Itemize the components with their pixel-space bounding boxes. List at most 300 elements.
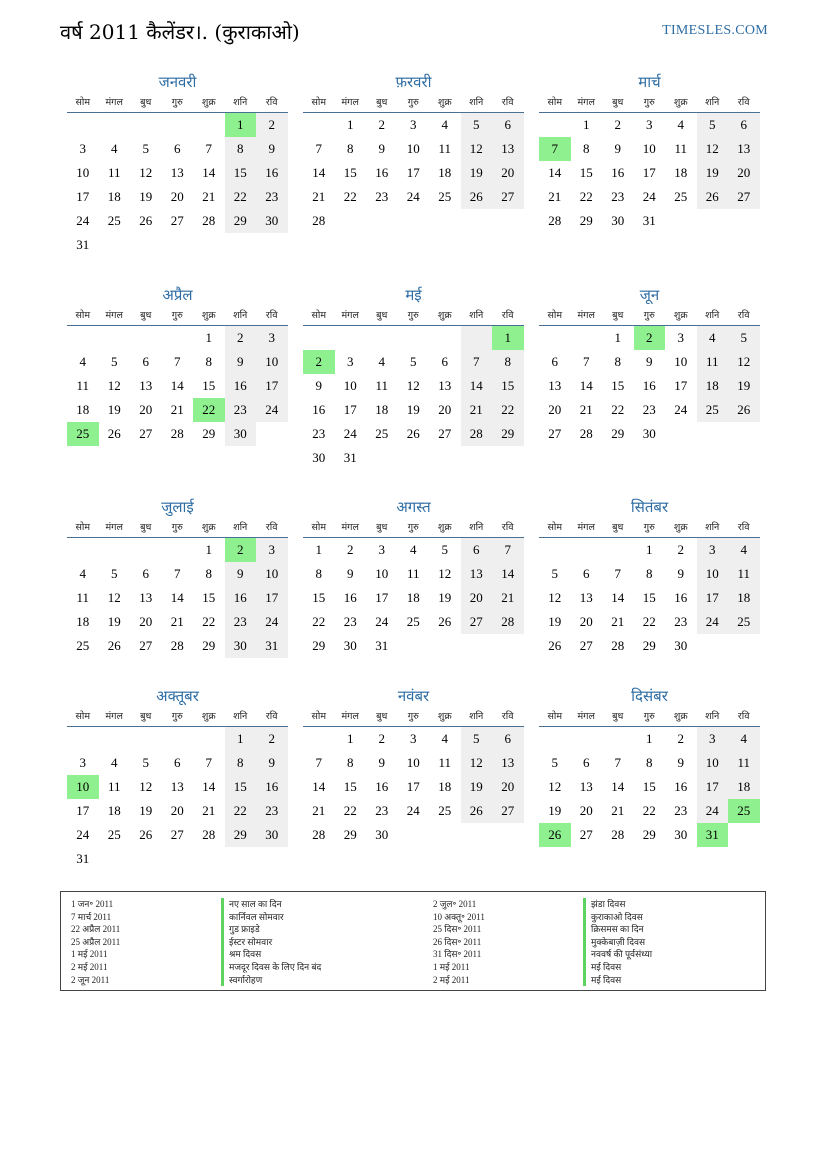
calendar-day[interactable]: 14 xyxy=(170,590,184,605)
calendar-day[interactable]: 7 xyxy=(315,141,322,156)
calendar-day[interactable]: 16 xyxy=(674,590,688,605)
calendar-day[interactable]: 8 xyxy=(205,354,212,369)
calendar-day[interactable]: 13 xyxy=(139,590,153,605)
calendar-day[interactable]: 2 xyxy=(634,326,666,350)
calendar-day[interactable]: 25 xyxy=(406,614,420,629)
calendar-day[interactable]: 27 xyxy=(139,638,153,653)
calendar-day[interactable]: 16 xyxy=(225,374,257,398)
calendar-day[interactable]: 23 xyxy=(611,189,625,204)
calendar-day[interactable]: 30 xyxy=(312,450,326,465)
calendar-day[interactable]: 22 xyxy=(225,799,257,823)
calendar-day[interactable]: 28 xyxy=(579,426,593,441)
calendar-day[interactable]: 2 xyxy=(303,350,335,374)
calendar-day[interactable]: 26 xyxy=(107,426,121,441)
calendar-day[interactable]: 18 xyxy=(674,165,688,180)
calendar-day[interactable]: 22 xyxy=(343,189,357,204)
calendar-day[interactable]: 22 xyxy=(642,803,656,818)
calendar-day[interactable]: 30 xyxy=(611,213,625,228)
calendar-day[interactable]: 18 xyxy=(107,803,121,818)
calendar-day[interactable]: 6 xyxy=(728,113,760,137)
calendar-day[interactable]: 20 xyxy=(438,402,452,417)
calendar-day[interactable]: 31 xyxy=(76,851,90,866)
calendar-day[interactable]: 3 xyxy=(646,117,653,132)
calendar-day[interactable]: 4 xyxy=(677,117,684,132)
calendar-day[interactable]: 23 xyxy=(375,803,389,818)
calendar-day[interactable]: 22 xyxy=(202,614,216,629)
calendar-day[interactable]: 26 xyxy=(461,185,493,209)
calendar-day[interactable]: 14 xyxy=(202,779,216,794)
calendar-day[interactable]: 19 xyxy=(728,374,760,398)
calendar-day[interactable]: 3 xyxy=(79,755,86,770)
calendar-day[interactable]: 16 xyxy=(225,586,257,610)
calendar-day[interactable]: 4 xyxy=(728,538,760,562)
calendar-day[interactable]: 12 xyxy=(728,350,760,374)
calendar-day[interactable]: 16 xyxy=(375,165,389,180)
calendar-day[interactable]: 29 xyxy=(202,426,216,441)
calendar-day[interactable]: 22 xyxy=(642,614,656,629)
calendar-day[interactable]: 20 xyxy=(170,803,184,818)
calendar-day[interactable]: 18 xyxy=(375,402,389,417)
calendar-day[interactable]: 11 xyxy=(107,165,121,180)
calendar-day[interactable]: 6 xyxy=(461,538,493,562)
calendar-day[interactable]: 2 xyxy=(225,538,257,562)
calendar-day[interactable]: 23 xyxy=(642,402,656,417)
calendar-day[interactable]: 13 xyxy=(548,378,562,393)
calendar-day[interactable]: 17 xyxy=(375,590,389,605)
calendar-day[interactable]: 26 xyxy=(107,638,121,653)
calendar-day[interactable]: 28 xyxy=(611,827,625,842)
calendar-day[interactable]: 28 xyxy=(492,610,524,634)
calendar-day[interactable]: 27 xyxy=(492,185,524,209)
calendar-day[interactable]: 20 xyxy=(139,402,153,417)
calendar-day[interactable]: 27 xyxy=(492,799,524,823)
calendar-day[interactable]: 15 xyxy=(642,779,656,794)
calendar-day[interactable]: 10 xyxy=(697,562,729,586)
calendar-day[interactable]: 28 xyxy=(312,827,326,842)
calendar-day[interactable]: 26 xyxy=(139,213,153,228)
calendar-day[interactable]: 8 xyxy=(492,350,524,374)
calendar-day[interactable]: 28 xyxy=(170,426,184,441)
calendar-day[interactable]: 15 xyxy=(225,161,257,185)
calendar-day[interactable]: 30 xyxy=(343,638,357,653)
calendar-day[interactable]: 4 xyxy=(410,542,417,557)
calendar-day[interactable]: 17 xyxy=(697,586,729,610)
calendar-day[interactable]: 9 xyxy=(614,141,621,156)
calendar-day[interactable]: 18 xyxy=(438,165,452,180)
calendar-day[interactable]: 16 xyxy=(674,779,688,794)
calendar-day[interactable]: 8 xyxy=(315,566,322,581)
calendar-day[interactable]: 31 xyxy=(76,237,90,252)
calendar-day[interactable]: 19 xyxy=(406,402,420,417)
calendar-day[interactable]: 9 xyxy=(315,378,322,393)
calendar-day[interactable]: 25 xyxy=(697,398,729,422)
calendar-day[interactable]: 19 xyxy=(139,803,153,818)
calendar-day[interactable]: 4 xyxy=(378,354,385,369)
calendar-day[interactable]: 10 xyxy=(406,755,420,770)
calendar-day[interactable]: 11 xyxy=(728,562,760,586)
calendar-day[interactable]: 15 xyxy=(202,590,216,605)
calendar-day[interactable]: 18 xyxy=(728,775,760,799)
calendar-day[interactable]: 25 xyxy=(107,827,121,842)
calendar-day[interactable]: 9 xyxy=(225,350,257,374)
calendar-day[interactable]: 5 xyxy=(111,566,118,581)
calendar-day[interactable]: 21 xyxy=(170,402,184,417)
calendar-day[interactable]: 1 xyxy=(225,113,257,137)
calendar-day[interactable]: 5 xyxy=(441,542,448,557)
calendar-day[interactable]: 3 xyxy=(697,727,729,751)
calendar-day[interactable]: 6 xyxy=(492,727,524,751)
calendar-day[interactable]: 15 xyxy=(312,590,326,605)
calendar-day[interactable]: 21 xyxy=(170,614,184,629)
calendar-day[interactable]: 17 xyxy=(76,189,90,204)
calendar-day[interactable]: 18 xyxy=(438,779,452,794)
calendar-day[interactable]: 5 xyxy=(697,113,729,137)
calendar-day[interactable]: 15 xyxy=(225,775,257,799)
calendar-day[interactable]: 24 xyxy=(256,610,288,634)
calendar-day[interactable]: 25 xyxy=(728,799,760,823)
calendar-day[interactable]: 2 xyxy=(225,326,257,350)
calendar-day[interactable]: 23 xyxy=(375,189,389,204)
calendar-day[interactable]: 19 xyxy=(107,614,121,629)
calendar-day[interactable]: 14 xyxy=(492,562,524,586)
calendar-day[interactable]: 25 xyxy=(438,803,452,818)
calendar-day[interactable]: 1 xyxy=(205,330,212,345)
calendar-day[interactable]: 12 xyxy=(139,165,153,180)
calendar-day[interactable]: 17 xyxy=(406,165,420,180)
calendar-day[interactable]: 19 xyxy=(461,161,493,185)
calendar-day[interactable]: 24 xyxy=(406,803,420,818)
calendar-day[interactable]: 25 xyxy=(728,610,760,634)
calendar-day[interactable]: 25 xyxy=(107,213,121,228)
calendar-day[interactable]: 3 xyxy=(410,117,417,132)
calendar-day[interactable]: 15 xyxy=(492,374,524,398)
calendar-day[interactable]: 8 xyxy=(225,137,257,161)
calendar-day[interactable]: 1 xyxy=(583,117,590,132)
calendar-day[interactable]: 25 xyxy=(375,426,389,441)
calendar-day[interactable]: 27 xyxy=(170,827,184,842)
calendar-day[interactable]: 13 xyxy=(492,751,524,775)
calendar-day[interactable]: 11 xyxy=(375,378,389,393)
calendar-day[interactable]: 6 xyxy=(551,354,558,369)
calendar-day[interactable]: 1 xyxy=(614,330,621,345)
calendar-day[interactable]: 20 xyxy=(548,402,562,417)
calendar-day[interactable]: 15 xyxy=(611,378,625,393)
calendar-day[interactable]: 10 xyxy=(697,751,729,775)
calendar-day[interactable]: 13 xyxy=(461,562,493,586)
calendar-day[interactable]: 17 xyxy=(256,374,288,398)
calendar-day[interactable]: 8 xyxy=(646,566,653,581)
calendar-day[interactable]: 17 xyxy=(256,586,288,610)
calendar-day[interactable]: 14 xyxy=(548,165,562,180)
calendar-day[interactable]: 27 xyxy=(170,213,184,228)
calendar-day[interactable]: 29 xyxy=(312,638,326,653)
calendar-day[interactable]: 13 xyxy=(728,137,760,161)
calendar-day[interactable]: 6 xyxy=(583,755,590,770)
calendar-day[interactable]: 10 xyxy=(642,141,656,156)
calendar-day[interactable]: 12 xyxy=(697,137,729,161)
calendar-day[interactable]: 11 xyxy=(107,779,121,794)
calendar-day[interactable]: 29 xyxy=(492,422,524,446)
calendar-day[interactable]: 14 xyxy=(170,378,184,393)
calendar-day[interactable]: 3 xyxy=(79,141,86,156)
calendar-day[interactable]: 21 xyxy=(202,189,216,204)
calendar-day[interactable]: 11 xyxy=(697,350,729,374)
calendar-day[interactable]: 16 xyxy=(256,775,288,799)
calendar-day[interactable]: 4 xyxy=(728,727,760,751)
calendar-day[interactable]: 4 xyxy=(697,326,729,350)
calendar-day[interactable]: 31 xyxy=(697,823,729,847)
calendar-day[interactable]: 6 xyxy=(142,566,149,581)
calendar-day[interactable]: 8 xyxy=(225,751,257,775)
calendar-day[interactable]: 14 xyxy=(312,779,326,794)
calendar-day[interactable]: 8 xyxy=(347,755,354,770)
calendar-day[interactable]: 5 xyxy=(142,141,149,156)
calendar-day[interactable]: 18 xyxy=(76,614,90,629)
calendar-day[interactable]: 19 xyxy=(697,161,729,185)
calendar-day[interactable]: 19 xyxy=(461,775,493,799)
calendar-day[interactable]: 1 xyxy=(225,727,257,751)
calendar-day[interactable]: 11 xyxy=(728,751,760,775)
calendar-day[interactable]: 8 xyxy=(583,141,590,156)
calendar-day[interactable]: 10 xyxy=(674,354,688,369)
calendar-day[interactable]: 12 xyxy=(438,566,452,581)
calendar-day[interactable]: 5 xyxy=(551,755,558,770)
calendar-day[interactable]: 11 xyxy=(406,566,420,581)
calendar-day[interactable]: 6 xyxy=(441,354,448,369)
calendar-day[interactable]: 29 xyxy=(642,827,656,842)
calendar-day[interactable]: 23 xyxy=(674,614,688,629)
calendar-day[interactable]: 21 xyxy=(548,189,562,204)
calendar-day[interactable]: 22 xyxy=(343,803,357,818)
calendar-day[interactable]: 30 xyxy=(674,638,688,653)
site-link[interactable]: TIMESLES.COM xyxy=(662,23,768,38)
calendar-day[interactable]: 10 xyxy=(76,165,90,180)
calendar-day[interactable]: 19 xyxy=(548,614,562,629)
calendar-day[interactable]: 22 xyxy=(225,185,257,209)
calendar-day[interactable]: 25 xyxy=(67,422,99,446)
calendar-day[interactable]: 13 xyxy=(579,590,593,605)
calendar-day[interactable]: 9 xyxy=(225,562,257,586)
calendar-day[interactable]: 27 xyxy=(579,827,593,842)
calendar-day[interactable]: 25 xyxy=(438,189,452,204)
calendar-day[interactable]: 14 xyxy=(202,165,216,180)
calendar-day[interactable]: 5 xyxy=(461,727,493,751)
calendar-day[interactable]: 30 xyxy=(225,634,257,658)
calendar-day[interactable]: 3 xyxy=(677,330,684,345)
calendar-day[interactable]: 29 xyxy=(642,638,656,653)
calendar-day[interactable]: 9 xyxy=(646,354,653,369)
calendar-day[interactable]: 3 xyxy=(378,542,385,557)
calendar-day[interactable]: 28 xyxy=(202,827,216,842)
calendar-day[interactable]: 10 xyxy=(256,562,288,586)
calendar-day[interactable]: 24 xyxy=(343,426,357,441)
calendar-day[interactable]: 27 xyxy=(438,426,452,441)
calendar-day[interactable]: 16 xyxy=(343,590,357,605)
calendar-day[interactable]: 15 xyxy=(642,590,656,605)
calendar-day[interactable]: 18 xyxy=(406,590,420,605)
calendar-day[interactable]: 7 xyxy=(205,141,212,156)
calendar-day[interactable]: 8 xyxy=(646,755,653,770)
calendar-day[interactable]: 7 xyxy=(583,354,590,369)
calendar-day[interactable]: 23 xyxy=(256,185,288,209)
calendar-day[interactable]: 23 xyxy=(225,398,257,422)
calendar-day[interactable]: 21 xyxy=(611,803,625,818)
calendar-day[interactable]: 5 xyxy=(142,755,149,770)
calendar-day[interactable]: 19 xyxy=(438,590,452,605)
calendar-day[interactable]: 30 xyxy=(256,209,288,233)
calendar-day[interactable]: 20 xyxy=(579,614,593,629)
calendar-day[interactable]: 7 xyxy=(461,350,493,374)
calendar-day[interactable]: 28 xyxy=(312,213,326,228)
calendar-day[interactable]: 30 xyxy=(642,426,656,441)
calendar-day[interactable]: 22 xyxy=(312,614,326,629)
calendar-day[interactable]: 20 xyxy=(492,161,524,185)
calendar-day[interactable]: 20 xyxy=(139,614,153,629)
calendar-day[interactable]: 29 xyxy=(202,638,216,653)
calendar-day[interactable]: 14 xyxy=(579,378,593,393)
calendar-day[interactable]: 19 xyxy=(139,189,153,204)
calendar-day[interactable]: 28 xyxy=(170,638,184,653)
calendar-day[interactable]: 8 xyxy=(347,141,354,156)
calendar-day[interactable]: 28 xyxy=(202,213,216,228)
calendar-day[interactable]: 31 xyxy=(256,634,288,658)
calendar-day[interactable]: 12 xyxy=(406,378,420,393)
calendar-day[interactable]: 1 xyxy=(646,731,653,746)
calendar-day[interactable]: 15 xyxy=(343,779,357,794)
calendar-day[interactable]: 12 xyxy=(107,378,121,393)
calendar-day[interactable]: 26 xyxy=(728,398,760,422)
calendar-day[interactable]: 2 xyxy=(677,542,684,557)
calendar-day[interactable]: 20 xyxy=(170,189,184,204)
calendar-day[interactable]: 6 xyxy=(142,354,149,369)
calendar-day[interactable]: 26 xyxy=(548,638,562,653)
calendar-day[interactable]: 10 xyxy=(375,566,389,581)
calendar-day[interactable]: 26 xyxy=(139,827,153,842)
calendar-day[interactable]: 5 xyxy=(111,354,118,369)
calendar-day[interactable]: 14 xyxy=(611,779,625,794)
calendar-day[interactable]: 21 xyxy=(579,402,593,417)
calendar-day[interactable]: 2 xyxy=(614,117,621,132)
calendar-day[interactable]: 19 xyxy=(107,402,121,417)
calendar-day[interactable]: 27 xyxy=(139,426,153,441)
calendar-day[interactable]: 26 xyxy=(539,823,571,847)
calendar-day[interactable]: 14 xyxy=(461,374,493,398)
calendar-day[interactable]: 17 xyxy=(674,378,688,393)
calendar-day[interactable]: 24 xyxy=(697,799,729,823)
calendar-day[interactable]: 25 xyxy=(674,189,688,204)
calendar-day[interactable]: 1 xyxy=(347,117,354,132)
calendar-day[interactable]: 21 xyxy=(312,189,326,204)
calendar-day[interactable]: 16 xyxy=(642,378,656,393)
calendar-day[interactable]: 4 xyxy=(111,755,118,770)
calendar-day[interactable]: 24 xyxy=(642,189,656,204)
calendar-day[interactable]: 22 xyxy=(579,189,593,204)
calendar-day[interactable]: 17 xyxy=(343,402,357,417)
calendar-day[interactable]: 30 xyxy=(256,823,288,847)
calendar-day[interactable]: 13 xyxy=(492,137,524,161)
calendar-day[interactable]: 30 xyxy=(674,827,688,842)
calendar-day[interactable]: 7 xyxy=(614,566,621,581)
calendar-day[interactable]: 22 xyxy=(193,398,225,422)
calendar-day[interactable]: 24 xyxy=(76,213,90,228)
calendar-day[interactable]: 29 xyxy=(579,213,593,228)
calendar-day[interactable]: 11 xyxy=(438,141,452,156)
calendar-day[interactable]: 3 xyxy=(410,731,417,746)
calendar-day[interactable]: 29 xyxy=(611,426,625,441)
calendar-day[interactable]: 26 xyxy=(438,614,452,629)
calendar-day[interactable]: 20 xyxy=(728,161,760,185)
calendar-day[interactable]: 22 xyxy=(492,398,524,422)
calendar-day[interactable]: 4 xyxy=(79,566,86,581)
calendar-day[interactable]: 24 xyxy=(697,610,729,634)
calendar-day[interactable]: 28 xyxy=(461,422,493,446)
calendar-day[interactable]: 23 xyxy=(256,799,288,823)
calendar-day[interactable]: 15 xyxy=(343,165,357,180)
calendar-day[interactable]: 31 xyxy=(642,213,656,228)
calendar-day[interactable]: 9 xyxy=(378,141,385,156)
calendar-day[interactable]: 12 xyxy=(461,137,493,161)
calendar-day[interactable]: 10 xyxy=(343,378,357,393)
calendar-day[interactable]: 1 xyxy=(347,731,354,746)
calendar-day[interactable]: 7 xyxy=(205,755,212,770)
calendar-day[interactable]: 24 xyxy=(256,398,288,422)
calendar-day[interactable]: 23 xyxy=(343,614,357,629)
calendar-day[interactable]: 31 xyxy=(343,450,357,465)
calendar-day[interactable]: 3 xyxy=(347,354,354,369)
calendar-day[interactable]: 10 xyxy=(256,350,288,374)
calendar-day[interactable]: 30 xyxy=(225,422,257,446)
calendar-day[interactable]: 21 xyxy=(461,398,493,422)
calendar-day[interactable]: 25 xyxy=(76,638,90,653)
calendar-day[interactable]: 29 xyxy=(225,209,257,233)
calendar-day[interactable]: 17 xyxy=(697,775,729,799)
calendar-day[interactable]: 23 xyxy=(674,803,688,818)
calendar-day[interactable]: 2 xyxy=(256,727,288,751)
calendar-day[interactable]: 13 xyxy=(438,378,452,393)
calendar-day[interactable]: 16 xyxy=(375,779,389,794)
calendar-day[interactable]: 4 xyxy=(111,141,118,156)
calendar-day[interactable]: 12 xyxy=(548,779,562,794)
calendar-day[interactable]: 2 xyxy=(378,731,385,746)
calendar-day[interactable]: 15 xyxy=(202,378,216,393)
calendar-day[interactable]: 30 xyxy=(375,827,389,842)
calendar-day[interactable]: 5 xyxy=(551,566,558,581)
calendar-day[interactable]: 27 xyxy=(579,638,593,653)
calendar-day[interactable]: 27 xyxy=(548,426,562,441)
calendar-day[interactable]: 7 xyxy=(315,755,322,770)
calendar-day[interactable]: 9 xyxy=(347,566,354,581)
calendar-day[interactable]: 9 xyxy=(256,751,288,775)
calendar-day[interactable]: 16 xyxy=(256,161,288,185)
calendar-day[interactable]: 10 xyxy=(406,141,420,156)
calendar-day[interactable]: 5 xyxy=(410,354,417,369)
calendar-day[interactable]: 7 xyxy=(174,354,181,369)
calendar-day[interactable]: 4 xyxy=(79,354,86,369)
calendar-day[interactable]: 9 xyxy=(378,755,385,770)
calendar-day[interactable]: 6 xyxy=(174,755,181,770)
calendar-day[interactable]: 13 xyxy=(170,165,184,180)
calendar-day[interactable]: 2 xyxy=(677,731,684,746)
calendar-day[interactable]: 29 xyxy=(225,823,257,847)
calendar-day[interactable]: 7 xyxy=(174,566,181,581)
calendar-day[interactable]: 9 xyxy=(677,755,684,770)
calendar-day[interactable]: 18 xyxy=(697,374,729,398)
calendar-day[interactable]: 4 xyxy=(441,117,448,132)
calendar-day[interactable]: 8 xyxy=(205,566,212,581)
calendar-day[interactable]: 20 xyxy=(461,586,493,610)
calendar-day[interactable]: 3 xyxy=(697,538,729,562)
calendar-day[interactable]: 26 xyxy=(461,799,493,823)
